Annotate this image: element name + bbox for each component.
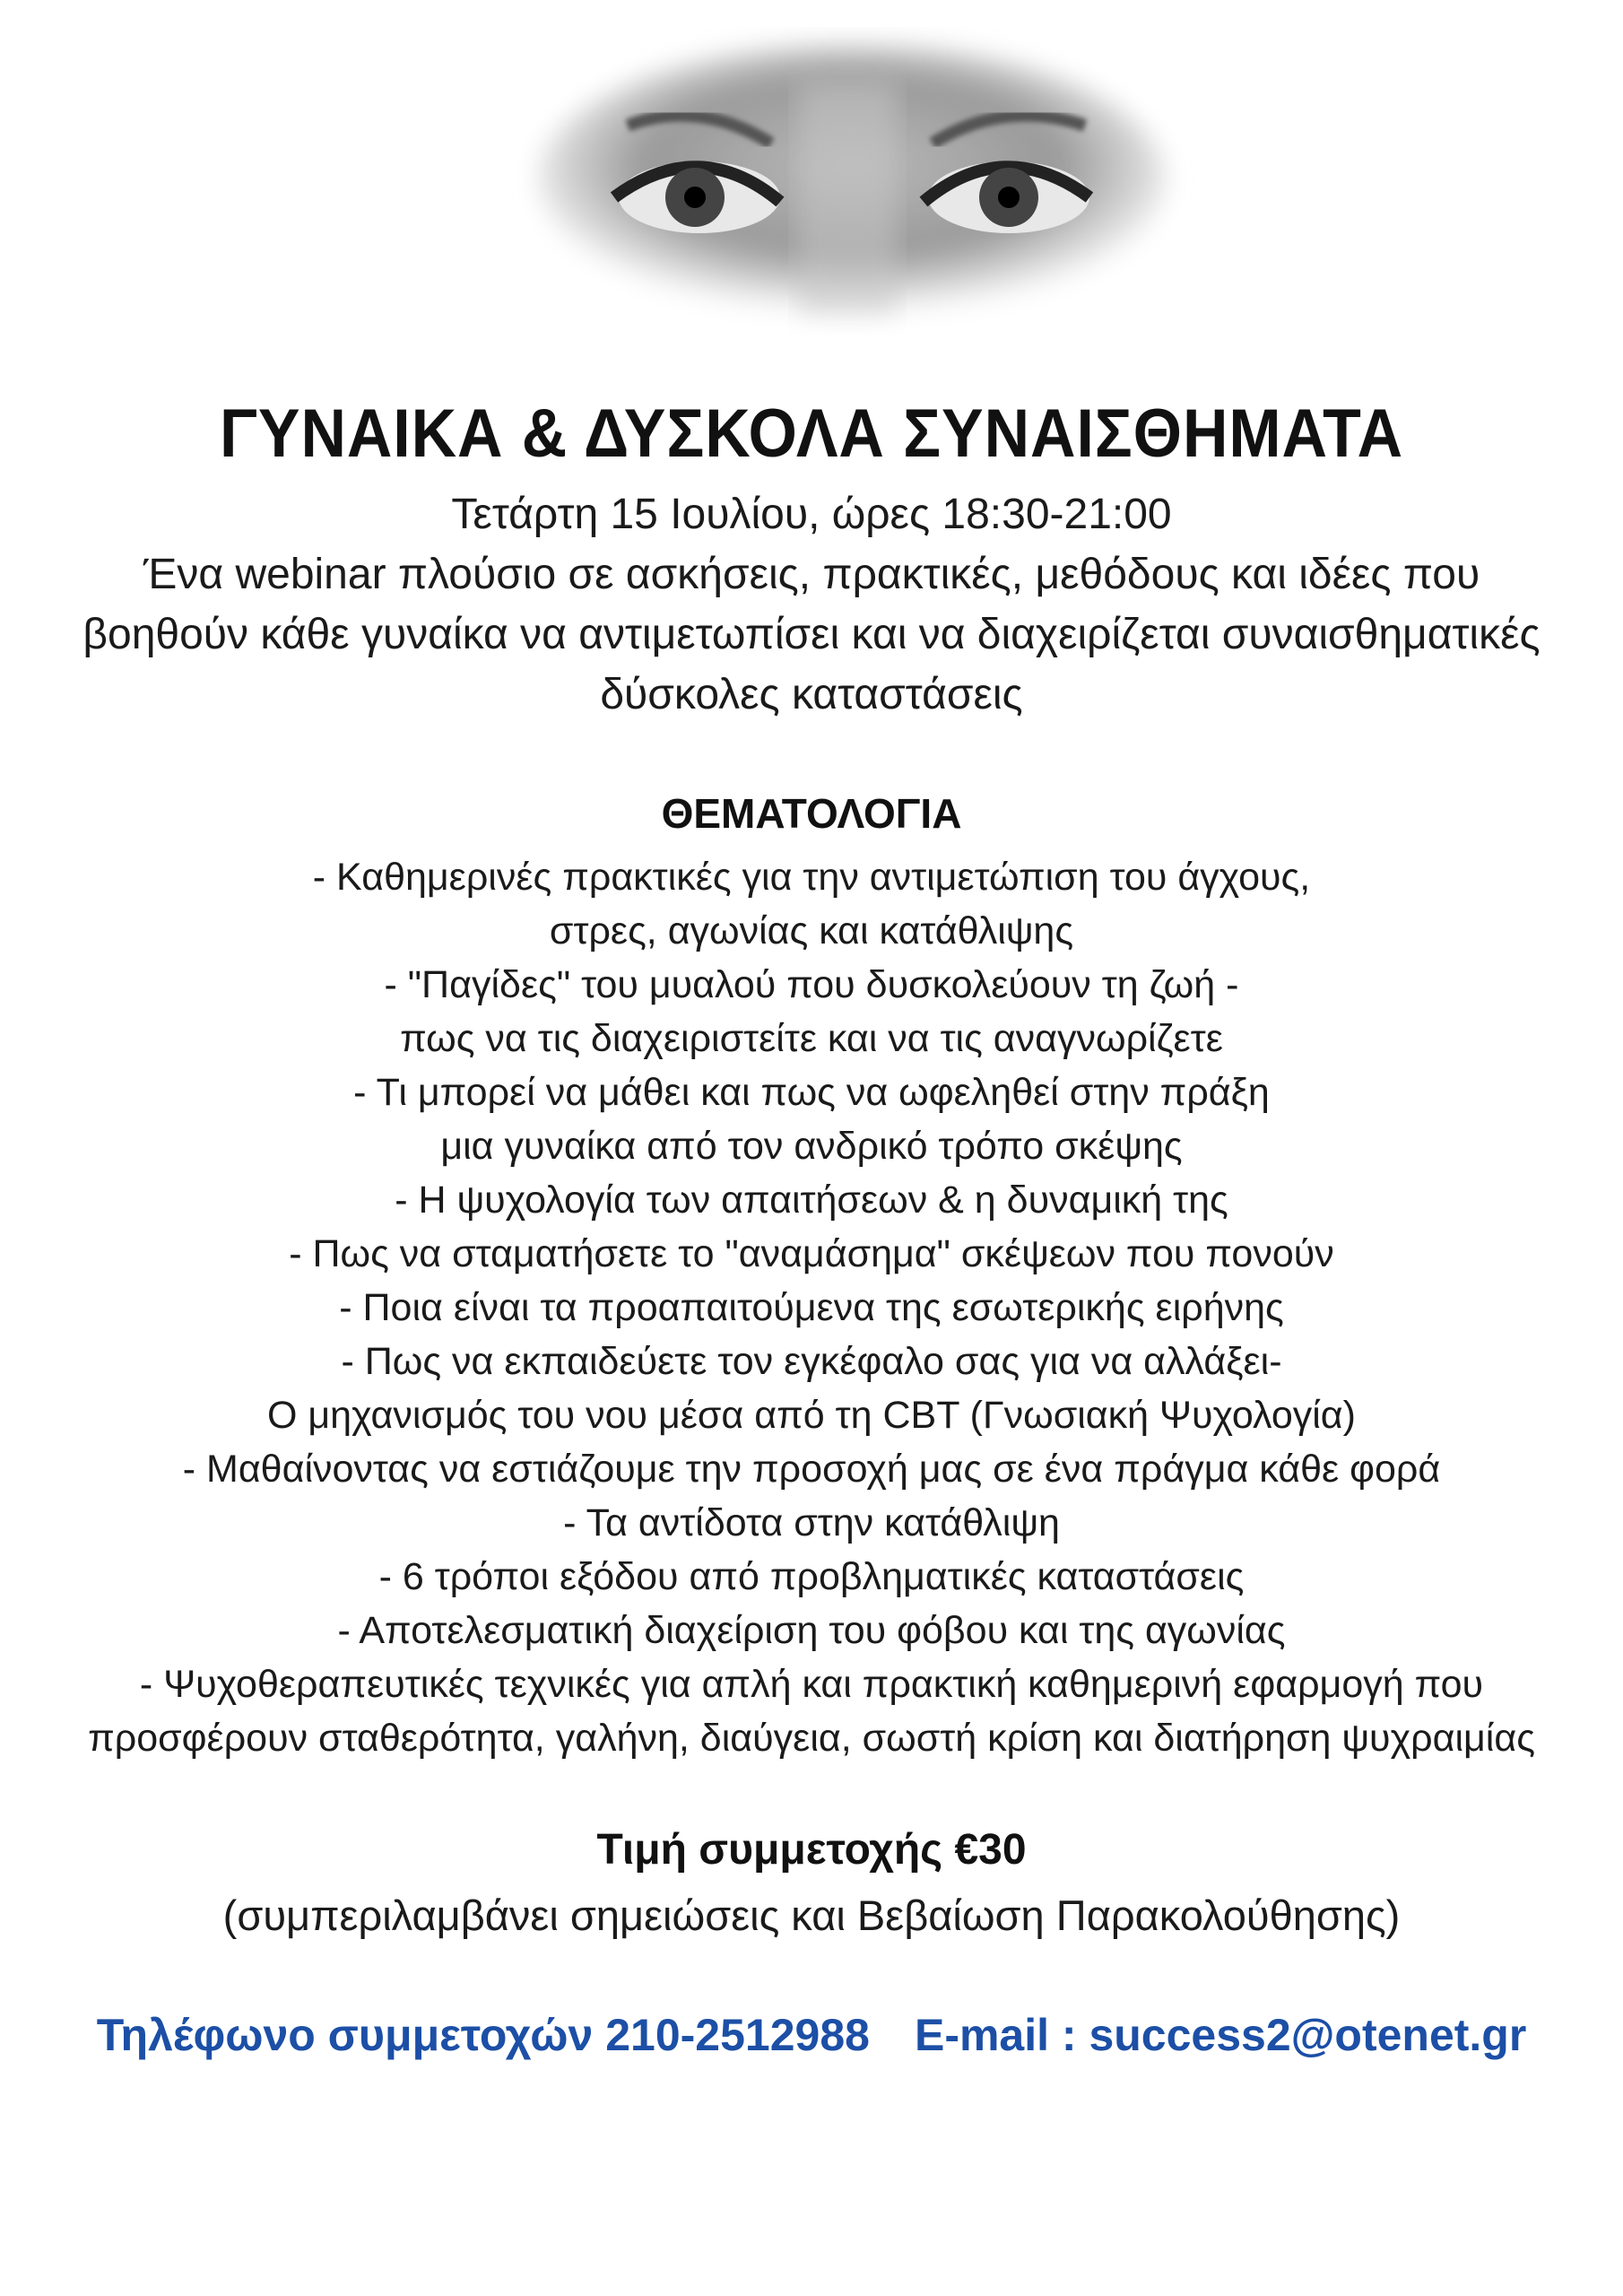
intro-line: δύσκολες καταστάσεις [600,671,1023,718]
topic-item: μια γυναίκα από τον ανδρικό τρόπο σκέψης [440,1125,1183,1168]
topic-item: - Η ψυχολογία των απαιτήσεων & η δυναμική της [395,1178,1228,1222]
topic-item: - Πως να σταματήσετε το "αναμάσημα" σκέψεων που πονούν [289,1232,1334,1275]
topic-item: - Καθημερινές πρακτικές για την αντιμετώπιση του άγχους, [312,856,1311,899]
price-note: (συμπεριλαμβάνει σημειώσεις και Βεβαίωση Παρακολούθησης) [222,1892,1401,1939]
intro-line: βοηθούν κάθε γυναίκα να αντιμετωπίσει και να διαχειρίζεται συναισθηματικές [82,611,1541,658]
topic-item: - Ψυχοθεραπευτικές τεχνικές για απλή και πρακτική καθημερινή εφαρμογή που [139,1663,1484,1706]
phone-text: Τηλέφωνο συμμετοχών 210-2512988 [96,2010,870,2060]
intro [0,484,1623,725]
topic-item: - 6 τρόποι εξόδου από προβληματικές καταστάσεις [378,1555,1245,1598]
intro-line: Ένα webinar πλούσιο σε ασκήσεις, πρακτικές, μεθόδους και ιδέες που [143,551,1480,598]
price: Τιμή συμμετοχής €30 [596,1826,1027,1874]
page-title: ΓΥΝΑΙΚΑ & ΔΥΣΚΟΛΑ ΣΥΝΑΙΣΘΗΜΑΤΑ [219,396,1404,472]
topic-item: - Ποια είναι τα προαπαιτούμενα της εσωτερικής ειρήνης [339,1286,1284,1329]
email-link[interactable]: E-mail : success2@otenet.gr [914,2010,1527,2060]
topics-heading: ΘΕΜΑΤΟΛΟΓΙΑ [661,790,962,837]
topic-item: πως να τις διαχειριστείτε και να τις αναγνωρίζετε [400,1017,1223,1060]
topic-item: - Μαθαίνοντας να εστιάζουμε την προσοχή μας σε ένα πράγμα κάθε φορά [182,1448,1441,1491]
topic-item: - Τι μπορεί να μάθει και πως να ωφεληθεί στην πράξη [353,1071,1270,1114]
topics-list [0,850,1623,1765]
event-date: Τετάρτη 15 Ιουλίου, ώρες 18:30-21:00 [451,491,1172,538]
topic-item: - Αποτελεσματική διαχείριση του φόβου και της αγωνίας [337,1609,1286,1652]
contact-line [0,2009,1623,2061]
topic-item: στρες, αγωνίας και κατάθλιψης [549,909,1074,952]
eyes-photo [502,27,1202,350]
topic-item: - Τα αντίδοτα στην κατάθλιψη [563,1501,1060,1544]
topic-item: Ο μηχανισμός του νου μέσα από τη CBT (Γνωσιακή Ψυχολογία) [267,1394,1356,1437]
topic-item: προσφέρουν σταθερότητα, γαλήνη, διαύγεια, σωστή κρίση και διατήρηση ψυχραιμίας [88,1717,1535,1760]
topic-item: - Πως να εκπαιδεύετε τον εγκέφαλο σας για να αλλάξει- [341,1340,1282,1383]
topic-item: - "Παγίδες" του μυαλού που δυσκολεύουν τη ζωή - [384,963,1239,1006]
